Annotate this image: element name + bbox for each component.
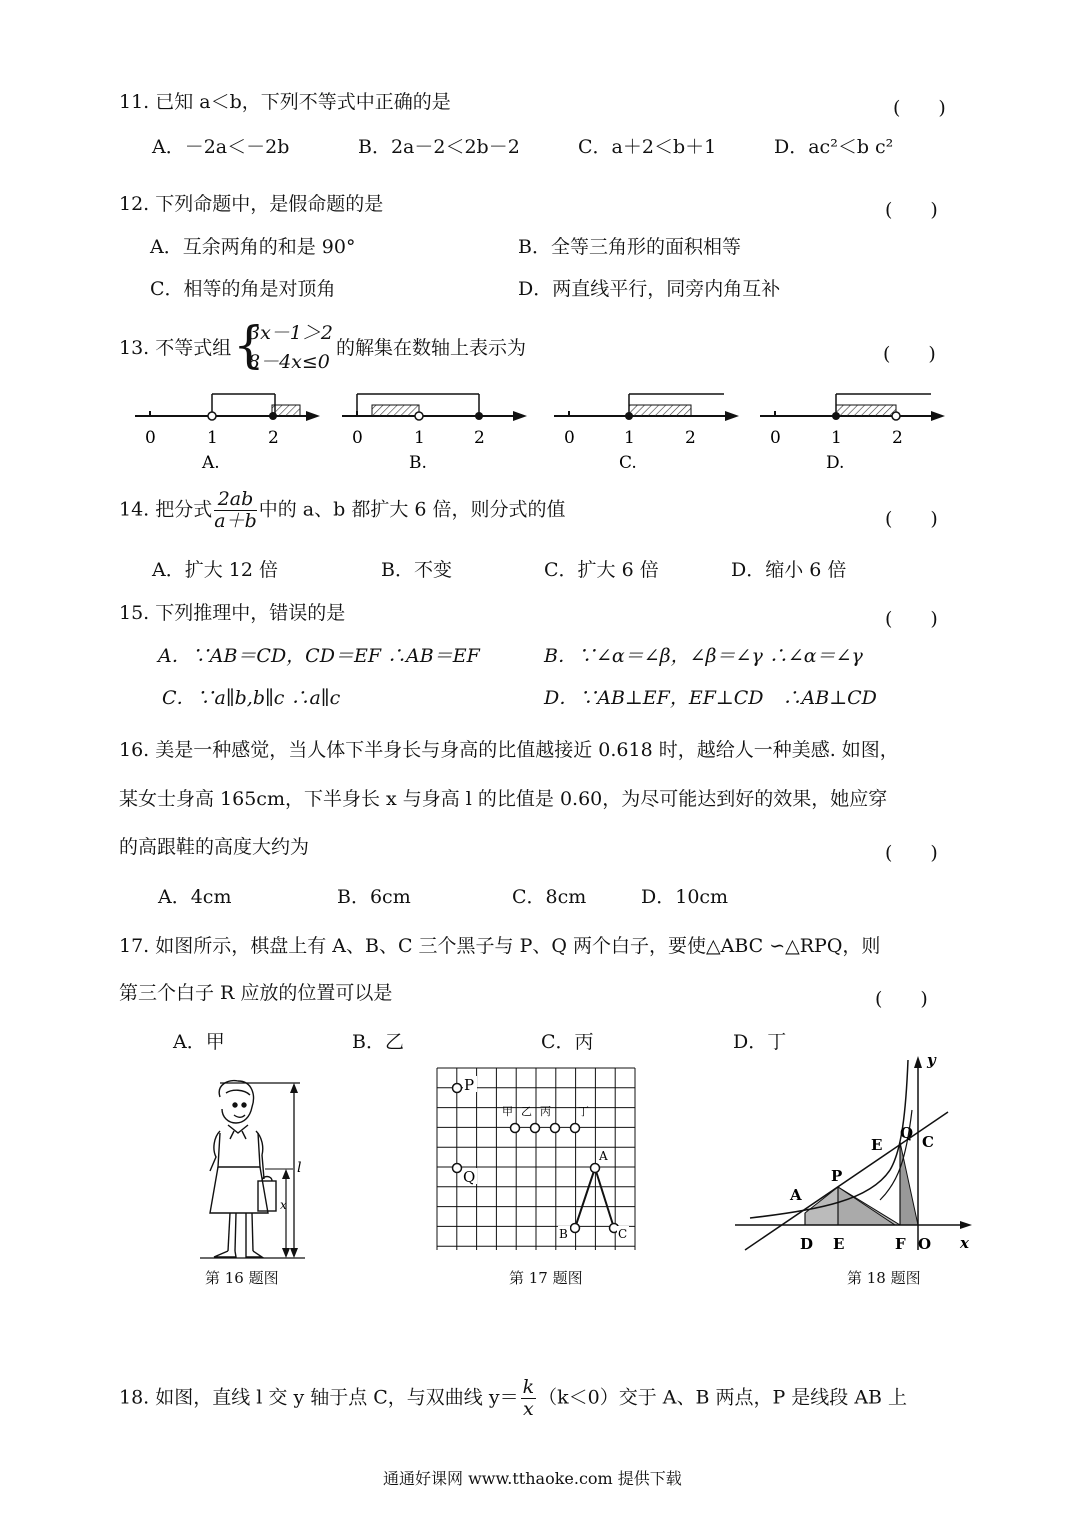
q14-option-b: B．不变 <box>381 559 452 581</box>
fig17-label-q: Q <box>463 1168 476 1186</box>
stone-yi <box>531 1124 540 1133</box>
numberline-b-label: B. <box>409 453 427 473</box>
stone-ding <box>571 1124 580 1133</box>
q13-brace: { <box>233 316 265 374</box>
q14-option-a: A．扩大 12 倍 <box>152 559 278 581</box>
q16-line2: 某女士身高 165cm，下半身长 x 与身高 l 的比值是 0.60，为尽可能达到好的效果，她应穿 <box>119 788 888 810</box>
q17-option-a: A．甲 <box>173 1031 225 1053</box>
q13-system-line2: 8－4x≤0 <box>248 351 330 373</box>
q13-stem-prefix: 13. 不等式组 <box>119 337 232 359</box>
numberline-b-tick-0: 0 <box>352 428 363 448</box>
q15-option-c: C．∵a∥b,b∥c ∴a∥c <box>162 687 341 709</box>
fig17-label-p: P <box>464 1076 475 1094</box>
q15-option-b: B．∵∠α＝∠β，∠β＝∠γ ∴∠α＝∠γ <box>544 645 863 667</box>
numberline-d-tick-1: 1 <box>831 428 842 448</box>
q14-stem-suffix: 中的 a、b 都扩大 6 倍，则分式的值 <box>258 498 566 521</box>
fig18-label-y: y <box>927 1051 936 1069</box>
q12-option-a: A．互余两角的和是 90° <box>150 236 356 258</box>
q12-option-d: D．两直线平行，同旁内角互补 <box>518 278 781 300</box>
stone-b <box>571 1224 580 1233</box>
q14-paren: ( ) <box>885 508 938 530</box>
q17-option-d: D．丁 <box>733 1031 787 1053</box>
q17-option-c: C．丙 <box>541 1031 594 1053</box>
q12-paren: ( ) <box>885 199 938 221</box>
q16-option-a: A．4cm <box>158 886 232 908</box>
q15-option-a: A．∵AB＝CD，CD＝EF ∴AB＝EF <box>158 645 480 667</box>
fig18-caption: 第 18 题图 <box>847 1269 921 1287</box>
numberline-c-label: C. <box>619 453 637 473</box>
fig17-label-c: C <box>618 1227 628 1241</box>
q17-line2: 第三个白子 R 应放的位置可以是 <box>119 982 393 1004</box>
numberline-a-tick-0: 0 <box>145 428 156 448</box>
numberline-d-label: D. <box>826 453 845 473</box>
q13-paren: ( ) <box>883 343 936 365</box>
figure-17 <box>430 1060 645 1250</box>
numberline-a-label: A. <box>202 453 220 473</box>
q18-line1-b: （k＜0）交于 A、B 两点，P 是线段 AB 上 <box>538 1386 908 1409</box>
numberline-b <box>342 394 527 473</box>
q11-stem: 11. 已知 a＜b，下列不等式中正确的是 <box>119 91 451 113</box>
numberline-c <box>554 394 739 473</box>
numberline-a-tick-1: 1 <box>207 428 218 448</box>
q17-paren: ( ) <box>875 988 928 1010</box>
q18-fraction <box>521 1378 537 1419</box>
fig18-label-c: C <box>922 1133 934 1151</box>
fig18-label-p: P <box>831 1167 843 1185</box>
q12-stem: 12. 下列命题中，是假命题的是 <box>119 193 384 215</box>
fig18-label-x: x <box>960 1234 969 1252</box>
numberline-c-tick-0: 0 <box>564 428 575 448</box>
q16-option-c: C．8cm <box>512 886 587 908</box>
fig17-label-b: B <box>559 1227 568 1241</box>
stone-q <box>453 1164 462 1173</box>
numberline-d-tick-2: 2 <box>892 428 903 448</box>
q11-option-b: B．2a－2＜2b－2 <box>358 136 520 158</box>
q14-fraction <box>214 490 257 531</box>
q17-line1: 17. 如图所示，棋盘上有 A、B、C 三个黑子与 P、Q 两个白子，要使△ABC ∽△RPQ，则 <box>119 935 881 957</box>
fig17-label-bing: 丙 <box>540 1105 551 1118</box>
q18-line1 <box>119 1378 907 1419</box>
numberline-c-tick-2: 2 <box>685 428 696 448</box>
q13-stem-suffix: 的解集在数轴上表示为 <box>336 337 527 359</box>
stone-bing <box>551 1124 560 1133</box>
fig16-label-l: l <box>297 1160 302 1176</box>
page-footer: 通通好课网 www.tthaoke.com 提供下载 <box>383 1469 682 1488</box>
q11-paren: ( ) <box>893 97 946 119</box>
fig17-label-a: A <box>599 1149 608 1163</box>
q11-option-c: C．a＋2＜b＋1 <box>578 136 717 158</box>
fig18-label-a: A <box>790 1186 802 1204</box>
q16-line3: 的高跟鞋的高度大约为 <box>119 836 310 858</box>
numberline-b-tick-1: 1 <box>414 428 425 448</box>
q11-option-a: A．－2a＜－2b <box>152 136 290 158</box>
q18-line1-a: 18. 如图，直线 l 交 y 轴于点 C，与双曲线 y＝ <box>119 1386 519 1409</box>
q13-numberlines <box>130 380 950 475</box>
q14-stem <box>119 490 566 531</box>
fig18-label-e-curve: E <box>871 1136 883 1154</box>
stone-jia <box>511 1124 520 1133</box>
q16-paren: ( ) <box>885 842 938 864</box>
fig17-caption: 第 17 题图 <box>509 1269 583 1287</box>
q18-fraction-den: x <box>522 1398 534 1420</box>
q12-option-c: C．相等的角是对顶角 <box>150 278 336 300</box>
q16-line1: 16. 美是一种感觉，当人体下半身长与身高的比值越接近 0.618 时，越给人一种美感. 如图， <box>119 739 899 761</box>
figure-18 <box>730 1050 980 1255</box>
numberline-d-tick-0: 0 <box>770 428 781 448</box>
fig17-label-ding: 丁 <box>578 1105 589 1118</box>
q14-fraction-den: a＋b <box>214 510 257 532</box>
numberline-d <box>760 394 945 473</box>
q18-fraction-num: k <box>522 1376 535 1398</box>
fig18-label-o: O <box>918 1235 932 1253</box>
fig16-label-x: x <box>280 1198 287 1212</box>
stone-p <box>453 1084 462 1093</box>
fig18-label-f: F <box>895 1235 906 1253</box>
q14-option-d: D．缩小 6 倍 <box>731 559 847 581</box>
numberline-c-tick-1: 1 <box>624 428 635 448</box>
numberline-a-tick-2: 2 <box>268 428 279 448</box>
figure-16 <box>190 1075 315 1265</box>
q13-system-line1: 3x－1＞2 <box>248 322 333 344</box>
fig18-label-q: Q <box>900 1124 914 1142</box>
q16-option-d: D．10cm <box>641 886 729 908</box>
q12-option-b: B．全等三角形的面积相等 <box>518 236 741 258</box>
q17-option-b: B．乙 <box>352 1031 404 1053</box>
q11-option-d: D．ac²＜b c² <box>774 136 894 158</box>
stone-a <box>591 1164 600 1173</box>
q14-fraction-num: 2ab <box>214 490 257 511</box>
q14-stem-prefix: 14. 把分式 <box>119 498 213 521</box>
fig16-caption: 第 16 题图 <box>205 1269 279 1287</box>
q16-option-b: B．6cm <box>337 886 411 908</box>
fig17-label-yi: 乙 <box>521 1105 532 1118</box>
q15-paren: ( ) <box>885 608 938 630</box>
q14-option-c: C．扩大 6 倍 <box>544 559 659 581</box>
numberline-a <box>135 394 320 473</box>
fig18-label-e-axis: E <box>833 1235 845 1253</box>
fig17-label-jia: 甲 <box>502 1105 513 1118</box>
numberline-b-tick-2: 2 <box>474 428 485 448</box>
q15-option-d: D．∵AB⊥EF，EF⊥CD ∴AB⊥CD <box>544 687 877 709</box>
q15-stem: 15. 下列推理中，错误的是 <box>119 602 346 624</box>
fig18-label-d: D <box>800 1235 814 1253</box>
